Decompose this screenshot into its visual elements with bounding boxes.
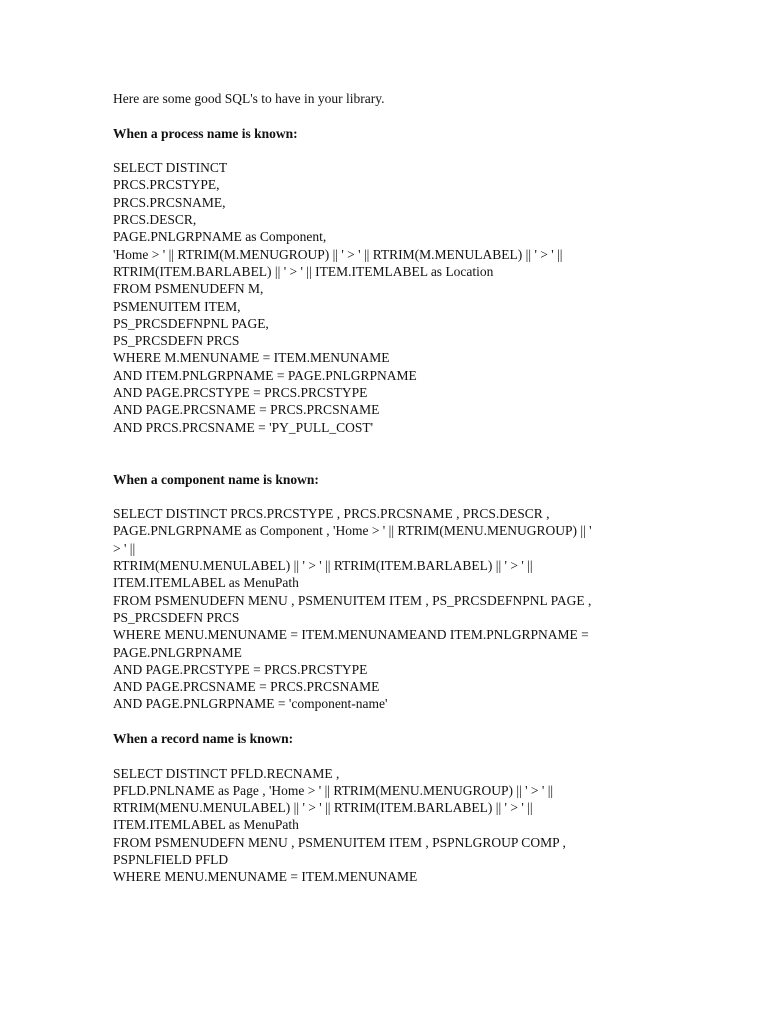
sql-line: 'Home > ' || RTRIM(M.MENUGROUP) || ' > ' || RTRIM(M.MENULABEL) || ' > ' || [113,246,563,262]
document-page [113,90,658,886]
sql-line: PRCS.PRCSNAME, [113,194,226,210]
sql-line: FROM PSMENUDEFN MENU , PSMENUITEM ITEM , PSPNLGROUP COMP , [113,834,566,850]
sql-line: SELECT DISTINCT PRCS.PRCSTYPE , PRCS.PRCSNAME , PRCS.DESCR , [113,506,550,522]
spacer [113,436,658,471]
sql-line: PAGE.PNLGRPNAME as Component, [113,229,327,245]
intro-text: Here are some good SQL's to have in your library. [113,91,385,106]
sql-block [113,505,658,713]
sql-line: RTRIM(MENU.MENULABEL) || ' > ' || RTRIM(ITEM.BARLABEL) || ' > ' || [113,558,533,574]
sql-line: RTRIM(ITEM.BARLABEL) || ' > ' || ITEM.ITEMLABEL as Location [113,263,494,279]
sql-line: AND PAGE.PRCSTYPE = PRCS.PRCSTYPE [113,385,368,401]
sql-line: ITEM.ITEMLABEL as MenuPath [113,575,299,591]
spacer [113,107,658,124]
sql-line: ITEM.ITEMLABEL as MenuPath [113,817,299,833]
sql-line: AND PAGE.PRCSNAME = PRCS.PRCSNAME [113,679,380,695]
section-heading: When a process name is known: [113,125,298,141]
sql-line: WHERE MENU.MENUNAME = ITEM.MENUNAMEAND ITEM.PNLGRPNAME = [113,627,589,643]
sql-line: PRCS.DESCR, [113,212,197,228]
sql-line: PS_PRCSDEFNPNL PAGE, [113,315,269,331]
sql-line: AND PAGE.PRCSTYPE = PRCS.PRCSTYPE [113,661,368,677]
sql-block [113,765,658,886]
sql-line: FROM PSMENUDEFN M, [113,281,264,297]
section-process-name [113,125,658,436]
sql-line: AND PRCS.PRCSNAME = 'PY_PULL_COST' [113,419,374,435]
sql-line: WHERE M.MENUNAME = ITEM.MENUNAME [113,350,390,366]
spacer [113,142,658,159]
section-component-name [113,471,658,713]
spacer [113,713,658,730]
sql-line: PS_PRCSDEFN PRCS [113,609,240,625]
sql-line: PFLD.PNLNAME as Page , 'Home > ' || RTRIM(MENU.MENUGROUP) || ' > ' || [113,782,554,798]
sql-line: SELECT DISTINCT PFLD.RECNAME , [113,765,340,781]
section-record-name [113,730,658,886]
sql-line: PSMENUITEM ITEM, [113,298,241,314]
section-heading: When a component name is known: [113,471,319,487]
sql-line: AND ITEM.PNLGRPNAME = PAGE.PNLGRPNAME [113,367,417,383]
sql-line: PS_PRCSDEFN PRCS [113,333,240,349]
sql-line: > ' || [113,540,136,556]
sql-line: PAGE.PNLGRPNAME [113,644,242,660]
sql-block [113,159,658,436]
spacer [113,488,658,505]
sql-line: PAGE.PNLGRPNAME as Component , 'Home > ' || RTRIM(MENU.MENUGROUP) || ' [113,523,592,539]
spacer [113,747,658,764]
section-heading: When a record name is known: [113,730,294,746]
sql-line: AND PAGE.PNLGRPNAME = 'component-name' [113,696,388,712]
sql-line: AND PAGE.PRCSNAME = PRCS.PRCSNAME [113,402,380,418]
sql-line: PSPNLFIELD PFLD [113,852,229,868]
sql-line: FROM PSMENUDEFN MENU , PSMENUITEM ITEM , PS_PRCSDEFNPNL PAGE , [113,592,592,608]
sql-line: SELECT DISTINCT [113,160,228,176]
sql-line: RTRIM(MENU.MENULABEL) || ' > ' || RTRIM(ITEM.BARLABEL) || ' > ' || [113,800,533,816]
sql-line: PRCS.PRCSTYPE, [113,177,220,193]
sql-line: WHERE MENU.MENUNAME = ITEM.MENUNAME [113,869,418,885]
